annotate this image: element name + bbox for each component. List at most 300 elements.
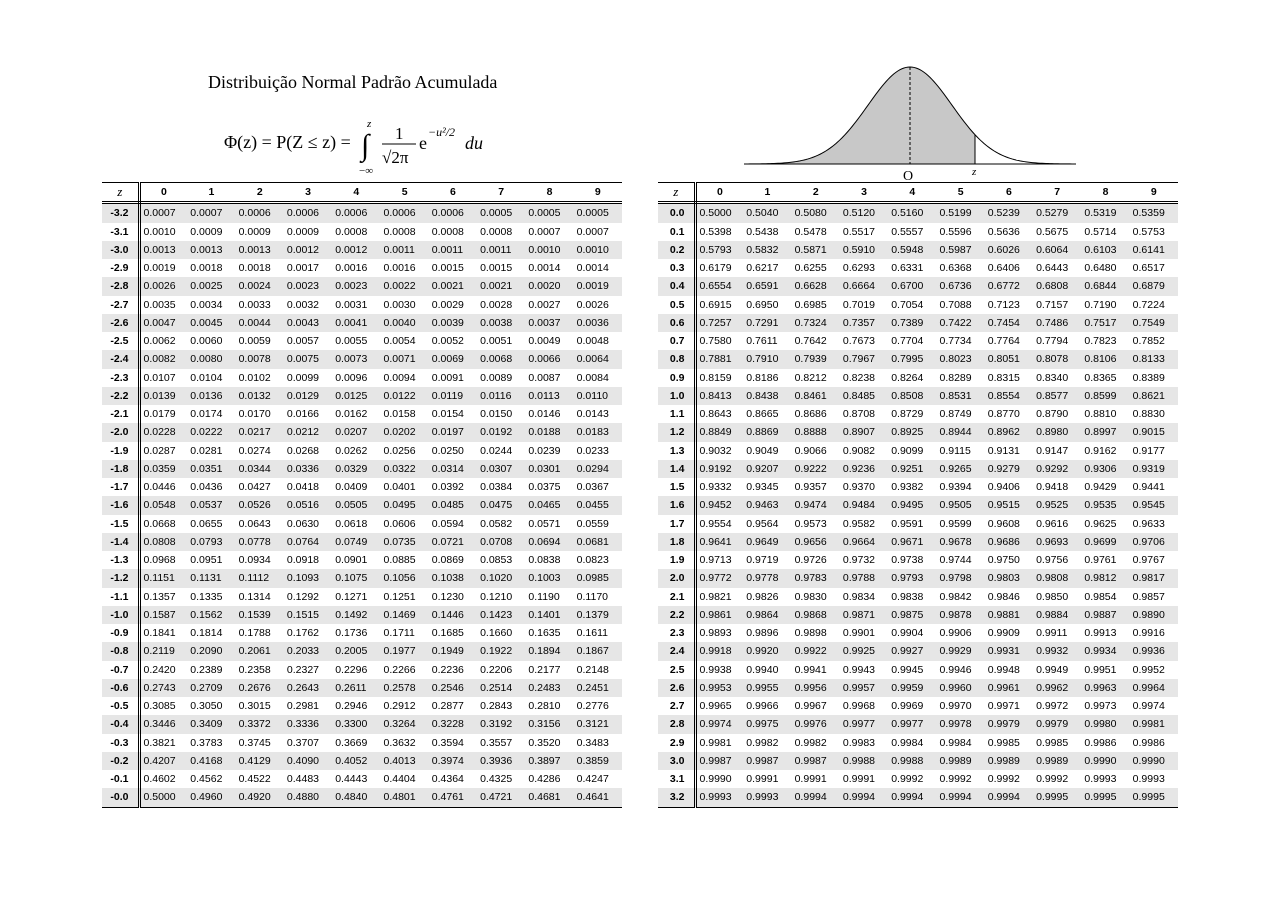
probability-cell: 0.9750 [987, 554, 1020, 567]
probability-cell: 0.0968 [143, 554, 176, 567]
probability-cell: 0.8729 [891, 408, 924, 421]
table-row [658, 277, 1178, 295]
probability-cell: 0.2743 [139, 679, 187, 697]
probability-cell: 0.6406 [987, 262, 1020, 275]
probability-cell: 0.0023 [332, 277, 380, 295]
probability-cell: 0.1587 [139, 606, 187, 624]
table-row [102, 679, 622, 697]
z-row-label: -3.1 [102, 223, 139, 241]
probability-cell: 0.0094 [383, 371, 416, 384]
probability-cell: 0.9319 [1130, 460, 1178, 478]
probability-cell: 0.4168 [187, 752, 235, 770]
probability-cell: 0.5557 [891, 225, 924, 238]
probability-cell: 0.4090 [284, 752, 332, 770]
probability-cell: 0.0062 [143, 335, 176, 348]
probability-cell: 0.4920 [236, 788, 284, 807]
probability-cell: 0.9948 [987, 663, 1020, 676]
z-row-label: 0.2 [658, 241, 695, 259]
probability-cell: 0.7794 [1036, 335, 1069, 348]
z-row-label: 3.2 [658, 788, 695, 807]
probability-cell: 0.7734 [939, 335, 972, 348]
probability-cell: 0.0015 [431, 262, 464, 275]
probability-cell: 0.8186 [746, 371, 779, 384]
column-header: 3 [284, 183, 332, 203]
probability-cell: 0.9991 [794, 773, 827, 786]
probability-cell: 0.0594 [431, 517, 464, 530]
probability-cell: 0.9656 [792, 533, 840, 551]
probability-cell: 0.0028 [480, 298, 513, 311]
probability-cell: 0.9976 [792, 715, 840, 733]
probability-cell: 0.9772 [695, 569, 743, 587]
z-row-label: -0.9 [102, 624, 139, 642]
probability-cell: 0.8869 [743, 423, 791, 441]
probability-cell: 0.0009 [286, 225, 320, 238]
probability-cell: 0.0537 [187, 496, 235, 514]
probability-cell: 0.0475 [477, 496, 525, 514]
probability-cell: 0.9943 [842, 663, 876, 676]
probability-cell: 0.1170 [576, 590, 609, 603]
probability-cell: 0.3085 [143, 700, 176, 713]
table-row [102, 296, 622, 314]
table-row [658, 661, 1178, 679]
probability-cell: 0.4364 [431, 773, 464, 786]
probability-cell: 0.9995 [1081, 788, 1129, 807]
probability-cell: 0.3336 [284, 715, 332, 733]
probability-cell: 0.2611 [332, 679, 380, 697]
probability-cell: 0.0069 [429, 350, 477, 368]
probability-cell: 0.8365 [1084, 371, 1117, 384]
probability-cell: 0.3264 [380, 715, 428, 733]
probability-cell: 0.0006 [236, 203, 284, 223]
probability-cell: 0.0006 [284, 203, 332, 223]
table-row [658, 423, 1178, 441]
z-row-label: 2.2 [658, 606, 695, 624]
probability-cell: 0.0008 [480, 225, 513, 238]
probability-cell: 0.9884 [1033, 606, 1081, 624]
probability-cell: 0.8389 [1132, 371, 1165, 384]
probability-cell: 0.0918 [286, 554, 320, 567]
probability-cell: 0.0099 [286, 371, 320, 384]
probability-cell: 0.0078 [236, 350, 284, 368]
probability-cell: 0.9875 [888, 606, 936, 624]
probability-cell: 0.9049 [746, 444, 779, 457]
probability-cell: 0.9842 [939, 590, 972, 603]
probability-cell: 0.8554 [985, 387, 1033, 405]
probability-cell: 0.0082 [139, 350, 187, 368]
probability-cell: 0.7291 [743, 314, 791, 332]
table-row [102, 460, 622, 478]
table-row [102, 478, 622, 496]
probability-cell: 0.0035 [143, 298, 176, 311]
probability-cell: 0.0154 [431, 408, 464, 421]
probability-cell: 0.0384 [480, 481, 513, 494]
table-row [102, 496, 622, 514]
probability-cell: 0.9778 [743, 569, 791, 587]
probability-cell: 0.0274 [238, 444, 271, 457]
probability-cell: 0.9953 [695, 679, 743, 697]
probability-cell: 0.9265 [936, 460, 984, 478]
probability-cell: 0.9991 [746, 773, 779, 786]
table-row [658, 715, 1178, 733]
probability-cell: 0.0162 [335, 408, 368, 421]
probability-cell: 0.9147 [1036, 444, 1069, 457]
probability-cell: 0.9983 [842, 736, 876, 749]
z-row-label: 2.9 [658, 734, 695, 752]
probability-cell: 0.9979 [985, 715, 1033, 733]
probability-cell: 0.0749 [332, 533, 380, 551]
probability-cell: 0.9838 [891, 590, 924, 603]
column-header: 5 [936, 183, 984, 203]
exponential-base: e [419, 133, 427, 153]
integral-upper-limit: z [367, 118, 372, 130]
probability-cell: 0.0051 [480, 335, 513, 348]
probability-cell: 0.1788 [238, 627, 271, 640]
probability-cell: 0.0096 [335, 371, 368, 384]
z-row-label: -2.9 [102, 259, 139, 277]
z-row-label: -2.6 [102, 314, 139, 332]
probability-cell: 0.9927 [888, 642, 936, 660]
probability-cell: 0.8023 [936, 350, 984, 368]
probability-cell: 0.0174 [190, 408, 223, 421]
probability-cell: 0.9732 [842, 554, 876, 567]
probability-cell: 0.8962 [985, 423, 1033, 441]
table-row [102, 241, 622, 259]
probability-cell: 0.3483 [576, 736, 609, 749]
probability-cell: 0.0068 [477, 350, 525, 368]
probability-cell: 0.9082 [842, 444, 876, 457]
column-header: 5 [380, 183, 428, 203]
probability-cell: 0.9978 [936, 715, 984, 733]
probability-cell: 0.9961 [985, 679, 1033, 697]
probability-cell: 0.0132 [236, 387, 284, 405]
probability-cell: 0.7881 [695, 350, 743, 368]
probability-cell: 0.0951 [190, 554, 223, 567]
probability-cell: 0.0027 [528, 298, 561, 311]
probability-cell: 0.9332 [699, 481, 732, 494]
probability-cell: 0.0031 [335, 298, 368, 311]
probability-cell: 0.2451 [574, 679, 622, 697]
probability-cell: 0.0016 [335, 262, 368, 275]
probability-cell: 0.1736 [335, 627, 368, 640]
page-title: Distribuição Normal Padrão Acumulada [208, 72, 498, 92]
probability-cell: 0.1539 [236, 606, 284, 624]
probability-cell: 0.9554 [699, 517, 732, 530]
zero-label: O [903, 169, 914, 180]
probability-cell: 0.9982 [794, 736, 827, 749]
probability-cell: 0.8907 [840, 423, 888, 441]
probability-cell: 0.9279 [985, 460, 1033, 478]
probability-cell: 0.2912 [383, 700, 416, 713]
probability-cell: 0.4562 [190, 773, 223, 786]
probability-cell: 0.7580 [699, 335, 732, 348]
probability-cell: 0.6736 [936, 277, 984, 295]
probability-cell: 0.1190 [528, 590, 560, 603]
probability-cell: 0.0047 [139, 314, 187, 332]
probability-cell: 0.8508 [888, 387, 936, 405]
table-row [658, 642, 1178, 660]
probability-cell: 0.4013 [380, 752, 428, 770]
probability-cell: 0.0721 [429, 533, 477, 551]
probability-cell: 0.1685 [431, 627, 464, 640]
table-row [658, 369, 1178, 387]
probability-cell: 0.2420 [143, 663, 176, 676]
probability-cell: 0.0465 [525, 496, 573, 514]
probability-cell: 0.5948 [888, 241, 936, 259]
probability-cell: 0.0197 [429, 423, 477, 441]
probability-cell: 0.2148 [576, 663, 609, 676]
probability-cell: 0.9484 [840, 496, 888, 514]
probability-cell: 0.2946 [335, 700, 368, 713]
probability-cell: 0.7357 [840, 314, 888, 332]
probability-cell: 0.0033 [238, 298, 271, 311]
probability-cell: 0.7454 [985, 314, 1033, 332]
z-row-label: -1.5 [102, 515, 139, 533]
table-row [102, 369, 622, 387]
probability-cell: 0.0075 [284, 350, 332, 368]
probability-cell: 0.9649 [743, 533, 791, 551]
probability-cell: 0.5675 [1036, 225, 1069, 238]
table-row [102, 697, 622, 715]
probability-cell: 0.0436 [190, 481, 223, 494]
probability-cell: 0.2981 [286, 700, 320, 713]
probability-cell: 0.6628 [792, 277, 840, 295]
probability-cell: 0.9616 [1036, 517, 1069, 530]
probability-cell: 0.9878 [936, 606, 984, 624]
z-row-label: 1.1 [658, 405, 695, 423]
table-row [658, 442, 1178, 460]
probability-cell: 0.0359 [139, 460, 187, 478]
probability-cell: 0.9515 [985, 496, 1033, 514]
probability-cell: 0.6103 [1081, 241, 1129, 259]
probability-cell: 0.9990 [699, 773, 732, 786]
probability-cell: 0.8485 [840, 387, 888, 405]
probability-cell: 0.1562 [187, 606, 235, 624]
probability-cell: 0.0055 [335, 335, 368, 348]
probability-cell: 0.9984 [891, 736, 924, 749]
probability-cell: 0.9956 [792, 679, 840, 697]
table-row [102, 569, 622, 587]
probability-cell: 0.0044 [236, 314, 284, 332]
probability-cell: 0.5871 [792, 241, 840, 259]
z-row-label: -2.1 [102, 405, 139, 423]
probability-cell: 0.0287 [143, 444, 176, 457]
probability-cell: 0.9857 [1132, 590, 1165, 603]
probability-cell: 0.5478 [794, 225, 827, 238]
probability-cell: 0.0262 [335, 444, 368, 457]
probability-cell: 0.9991 [842, 773, 876, 786]
probability-cell: 0.2090 [187, 642, 235, 660]
probability-cell: 0.0014 [528, 262, 561, 275]
probability-cell: 0.4522 [238, 773, 271, 786]
column-header: 6 [985, 183, 1033, 203]
probability-cell: 0.5517 [842, 225, 876, 238]
z-row-label: 2.1 [658, 588, 695, 606]
probability-cell: 0.1151 [139, 569, 187, 587]
probability-cell: 0.0668 [143, 517, 176, 530]
header-row [658, 183, 1178, 203]
probability-cell: 0.8888 [792, 423, 840, 441]
column-header: 2 [792, 183, 840, 203]
probability-cell: 0.1056 [380, 569, 428, 587]
probability-cell: 0.9973 [1084, 700, 1117, 713]
probability-cell: 0.9177 [1132, 444, 1165, 457]
probability-cell: 0.0071 [380, 350, 428, 368]
probability-cell: 0.1038 [429, 569, 477, 587]
probability-cell: 0.7224 [1132, 298, 1165, 311]
probability-cell: 0.1093 [284, 569, 332, 587]
probability-cell: 0.0041 [332, 314, 380, 332]
probability-cell: 0.2578 [380, 679, 428, 697]
probability-cell: 0.9994 [936, 788, 984, 807]
probability-cell: 0.0113 [525, 387, 573, 405]
formula-lhs: Φ(z) = P(Z ≤ z) = [224, 132, 351, 152]
probability-cell: 0.3897 [525, 752, 573, 770]
table-row [658, 223, 1178, 241]
probability-cell: 0.0022 [380, 277, 428, 295]
probability-cell: 0.9890 [1130, 606, 1178, 624]
probability-cell: 0.9989 [985, 752, 1033, 770]
probability-cell: 0.0418 [286, 481, 320, 494]
probability-cell: 0.9994 [840, 788, 888, 807]
probability-cell: 0.9988 [840, 752, 888, 770]
z-row-label: 0.9 [658, 369, 695, 387]
probability-cell: 0.9582 [842, 517, 876, 530]
probability-cell: 0.0026 [139, 277, 187, 295]
probability-cell: 0.9966 [746, 700, 779, 713]
probability-cell: 0.0256 [383, 444, 416, 457]
probability-cell: 0.1762 [286, 627, 320, 640]
probability-cell: 0.3821 [143, 736, 176, 749]
probability-cell: 0.9898 [794, 627, 827, 640]
probability-cell: 0.8078 [1033, 350, 1081, 368]
column-header: 9 [574, 183, 622, 203]
table-row [102, 387, 622, 405]
probability-cell: 0.0694 [525, 533, 573, 551]
probability-cell: 0.0183 [574, 423, 622, 441]
probability-cell: 0.3015 [238, 700, 271, 713]
probability-cell: 0.4602 [143, 773, 176, 786]
probability-cell: 0.2676 [236, 679, 284, 697]
probability-cell: 0.3300 [332, 715, 380, 733]
probability-cell: 0.0059 [238, 335, 271, 348]
z-row-label: -0.6 [102, 679, 139, 697]
probability-cell: 0.5160 [888, 203, 936, 223]
probability-cell: 0.9941 [794, 663, 827, 676]
probability-cell: 0.0048 [576, 335, 609, 348]
probability-cell: 0.0401 [383, 481, 416, 494]
column-header: 7 [1033, 183, 1081, 203]
table-row [658, 752, 1178, 770]
probability-cell: 0.0392 [431, 481, 464, 494]
z-row-label: 1.3 [658, 442, 695, 460]
probability-cell: 0.0043 [284, 314, 332, 332]
probability-cell: 0.1210 [480, 590, 513, 603]
probability-cell: 0.3409 [187, 715, 235, 733]
probability-cell: 0.5279 [1033, 203, 1081, 223]
probability-cell: 0.8238 [842, 371, 876, 384]
probability-cell: 0.0021 [429, 277, 477, 295]
table-row [102, 277, 622, 295]
probability-cell: 0.0007 [139, 203, 187, 223]
probability-cell: 0.9808 [1033, 569, 1081, 587]
probability-cell: 0.9767 [1132, 554, 1165, 567]
probability-cell: 0.0571 [528, 517, 561, 530]
probability-cell: 0.2296 [335, 663, 368, 676]
probability-cell: 0.8686 [794, 408, 827, 421]
probability-cell: 0.0032 [286, 298, 320, 311]
probability-cell: 0.2389 [190, 663, 223, 676]
probability-cell: 0.5239 [985, 203, 1033, 223]
probability-cell: 0.6480 [1084, 262, 1117, 275]
probability-cell: 0.0015 [480, 262, 513, 275]
probability-cell: 0.0018 [190, 262, 223, 275]
probability-cell: 0.7967 [840, 350, 888, 368]
probability-cell: 0.9986 [1084, 736, 1117, 749]
probability-cell: 0.0351 [187, 460, 235, 478]
probability-cell: 0.9463 [743, 496, 791, 514]
probability-cell: 0.9994 [888, 788, 936, 807]
z-row-label: 1.7 [658, 515, 695, 533]
probability-cell: 0.2546 [429, 679, 477, 697]
column-header: 1 [743, 183, 791, 203]
probability-cell: 0.9916 [1132, 627, 1165, 640]
probability-cell: 0.9981 [699, 736, 732, 749]
z-row-label: -1.4 [102, 533, 139, 551]
table-row [102, 533, 622, 551]
probability-cell: 0.0869 [431, 554, 464, 567]
probability-cell: 0.0021 [477, 277, 525, 295]
probability-cell: 0.2709 [187, 679, 235, 697]
probability-cell: 0.9987 [743, 752, 791, 770]
z-row-label: -1.2 [102, 569, 139, 587]
probability-cell: 0.9850 [1036, 590, 1069, 603]
probability-cell: 0.0013 [236, 241, 284, 259]
probability-cell: 0.1292 [286, 590, 320, 603]
probability-cell: 0.7673 [842, 335, 876, 348]
probability-cell: 0.2005 [332, 642, 380, 660]
probability-cell: 0.9066 [794, 444, 827, 457]
probability-cell: 0.4286 [528, 773, 561, 786]
probability-cell: 0.9993 [743, 788, 791, 807]
probability-cell: 0.9788 [840, 569, 888, 587]
probability-cell: 0.6554 [695, 277, 743, 295]
probability-cell: 0.0268 [286, 444, 320, 457]
probability-cell: 0.5596 [939, 225, 972, 238]
probability-cell: 0.9783 [792, 569, 840, 587]
table-row [102, 624, 622, 642]
probability-cell: 0.9545 [1130, 496, 1178, 514]
probability-cell: 0.9922 [792, 642, 840, 660]
probability-cell: 0.0018 [238, 262, 271, 275]
probability-cell: 0.7764 [987, 335, 1020, 348]
probability-cell: 0.2643 [284, 679, 332, 697]
probability-cell: 0.1075 [332, 569, 380, 587]
probability-cell: 0.8944 [936, 423, 984, 441]
probability-cell: 0.9980 [1081, 715, 1129, 733]
probability-cell: 0.8531 [936, 387, 984, 405]
table-row [658, 515, 1178, 533]
probability-cell: 0.0087 [528, 371, 561, 384]
probability-cell: 0.0007 [528, 225, 561, 238]
probability-cell: 0.0008 [431, 225, 464, 238]
probability-cell: 0.7517 [1081, 314, 1129, 332]
probability-cell: 0.1003 [525, 569, 573, 587]
probability-cell: 0.0023 [284, 277, 332, 295]
probability-cell: 0.0006 [332, 203, 380, 223]
probability-cell: 0.0146 [528, 408, 561, 421]
z-row-label: 2.3 [658, 624, 695, 642]
probability-cell: 0.0091 [431, 371, 464, 384]
